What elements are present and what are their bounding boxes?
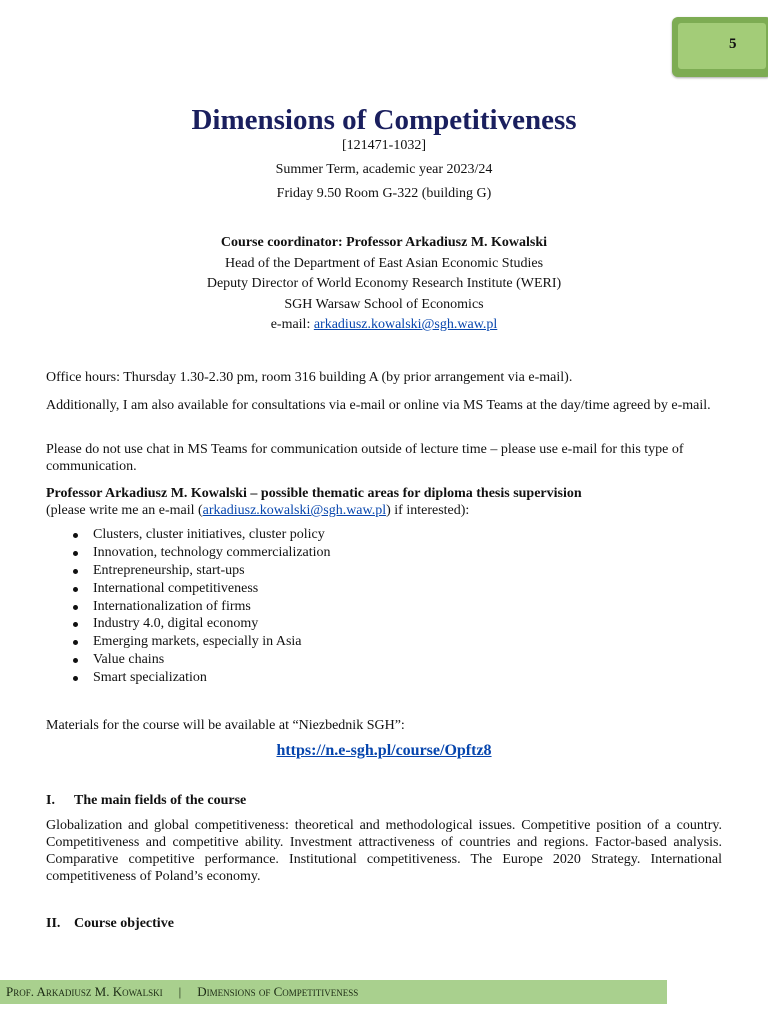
footer-separator: | xyxy=(178,984,182,999)
chat-notice: Please do not use chat in MS Teams for communication outside of lecture time – please use e-mail for this type of communication. xyxy=(46,442,684,474)
coordinator-role-2: Deputy Director of World Economy Research Institute (WERI) xyxy=(206,276,562,291)
page-number: 5 xyxy=(729,36,737,52)
office-hours: Office hours: Thursday 1.30-2.30 pm, room 316 building A (by prior arrangement via e-mail). xyxy=(46,370,573,385)
section-heading-2 xyxy=(46,916,174,932)
list-item: Entrepreneurship, start-ups xyxy=(46,562,331,580)
coordinator-email-link[interactable]: arkadiusz.kowalski@sgh.waw.pl xyxy=(313,317,498,332)
coordinator-role-1: Head of the Department of East Asian Economic Studies xyxy=(224,256,544,271)
thesis-email-link[interactable]: arkadiusz.kowalski@sgh.waw.pl xyxy=(202,503,387,518)
thesis-note xyxy=(46,502,722,519)
schedule-line: Friday 9.50 Room G-322 (building G) xyxy=(276,186,492,201)
document-title: Dimensions of Competitiveness xyxy=(191,104,577,136)
coordinator-line: Course coordinator: Professor Arkadiusz M. Kowalski xyxy=(220,235,548,250)
section-number: II. xyxy=(46,916,61,931)
list-item: Value chains xyxy=(46,651,331,669)
list-item: Industry 4.0, digital economy xyxy=(46,615,331,633)
footer-course: Dimensions of Competitiveness xyxy=(197,984,359,999)
consultations-note: Additionally, I am also available for consultations via e-mail or online via MS Teams at the day/time agreed by e-mail. xyxy=(46,398,711,413)
list-item: International competitiveness xyxy=(46,580,331,598)
list-item: Innovation, technology commercialization xyxy=(46,544,331,562)
coordinator-email-line xyxy=(0,317,768,333)
thesis-heading: Professor Arkadiusz M. Kowalski – possible thematic areas for diploma thesis supervision xyxy=(46,486,582,501)
materials-link-row xyxy=(0,742,768,760)
list-item: Internationalization of firms xyxy=(46,598,331,616)
footer-text xyxy=(6,984,358,1000)
course-code: [121471-1032] xyxy=(342,138,426,153)
coordinator-role-3: SGH Warsaw School of Economics xyxy=(284,297,484,312)
page-number-tab xyxy=(672,17,768,77)
page-number-tab-inner xyxy=(678,23,766,69)
materials-text: Materials for the course will be available at “Niezbednik SGH”: xyxy=(46,718,405,733)
list-item: Smart specialization xyxy=(46,669,331,687)
list-item: Emerging markets, especially in Asia xyxy=(46,633,331,651)
thesis-areas-list xyxy=(46,526,331,687)
section-number: I. xyxy=(46,793,55,808)
term-line: Summer Term, academic year 2023/24 xyxy=(275,162,493,177)
section-title: The main fields of the course xyxy=(74,793,247,808)
materials-link[interactable]: https://n.e-sgh.pl/course/Opftz8 xyxy=(276,742,492,759)
section-heading-1 xyxy=(46,793,246,809)
section-title: Course objective xyxy=(74,916,174,931)
page-footer xyxy=(0,980,667,1004)
section-body-1: Globalization and global competitiveness: theoretical and methodological issues. Competitive position of a country. Competitiveness and competitive ability. Investment attractiveness of countries and regions. Factor-based analysis. Comparative competitive performance. Institutional competitiveness. The Europe 2020 Strategy. International competitiveness of Poland’s economy. xyxy=(46,818,722,884)
thesis-note-after: ) if interested): xyxy=(386,503,470,518)
list-item: Clusters, cluster initiatives, cluster policy xyxy=(46,526,331,544)
thesis-note-before: (please write me an e-mail ( xyxy=(46,503,203,518)
email-label: e-mail: xyxy=(270,317,314,332)
footer-author: Prof. Arkadiusz M. Kowalski xyxy=(6,984,163,999)
